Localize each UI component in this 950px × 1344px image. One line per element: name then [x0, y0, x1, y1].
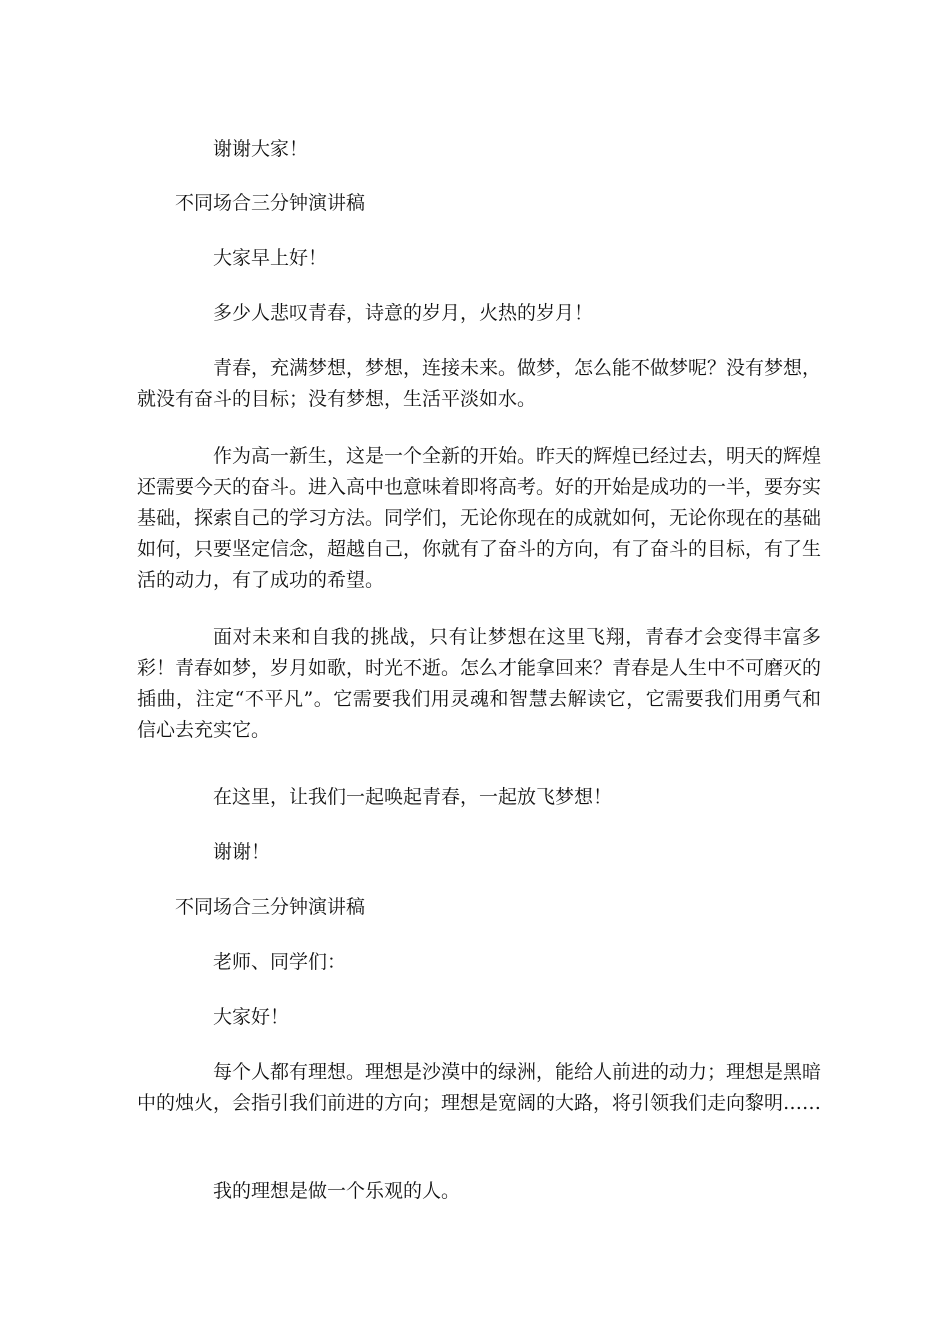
speech-title-2: 不同场合三分钟演讲稿 — [175, 896, 366, 918]
closing-thanks-1: 谢谢大家！ — [213, 138, 309, 160]
greeting-2: 大家好！ — [213, 1006, 290, 1028]
greeting-1: 大家早上好！ — [213, 247, 328, 269]
paragraph-ideals: 每个人都有理想。理想是沙漠中的绿洲，能给人前进的动力；理想是黑暗中的烛火，会指引我们前进的方向；理想是宽阔的大路，将引领我们走向黎明…… — [137, 1061, 822, 1114]
paragraph-call-to-action: 在这里，让我们一起唤起青春，一起放飞梦想！ — [213, 786, 613, 808]
paragraph-dreams: 青春，充满梦想，梦想，连接未来。做梦，怎么能不做梦呢？没有梦想，就没有奋斗的目标；没有梦想，生活平淡如水。 — [137, 357, 822, 410]
closing-thanks-2: 谢谢！ — [213, 841, 271, 863]
paragraph-freshman: 作为高一新生，这是一个全新的开始。昨天的辉煌已经过去，明天的辉煌还需要今天的奋斗。进入高中也意味着即将高考。好的开始是成功的一半，要夯实基础，探索自己的学习方法。同学们，无论你现在的成就如何，无论你现在的基础如何，只要坚定信念，超越自己，你就有了奋斗的方向，有了奋斗的目标，有了生活的动力，有了成功的希望。 — [137, 445, 822, 591]
salutation: 老师、同学们： — [213, 951, 347, 973]
paragraph-challenge: 面对未来和自我的挑战，只有让梦想在这里飞翔，青春才会变得丰富多彩！青春如梦，岁月如歌，时光不逝。怎么才能拿回来？青春是人生中不可磨灭的插曲，注定“不平凡”。它需要我们用灵魂和智慧去解读它，它需要我们用勇气和信心去充实它。 — [137, 626, 822, 741]
paragraph-youth-lament: 多少人悲叹青春，诗意的岁月，火热的岁月！ — [213, 302, 594, 324]
paragraph-optimist: 我的理想是做一个乐观的人。 — [213, 1180, 461, 1202]
speech-title-1: 不同场合三分钟演讲稿 — [175, 192, 366, 214]
